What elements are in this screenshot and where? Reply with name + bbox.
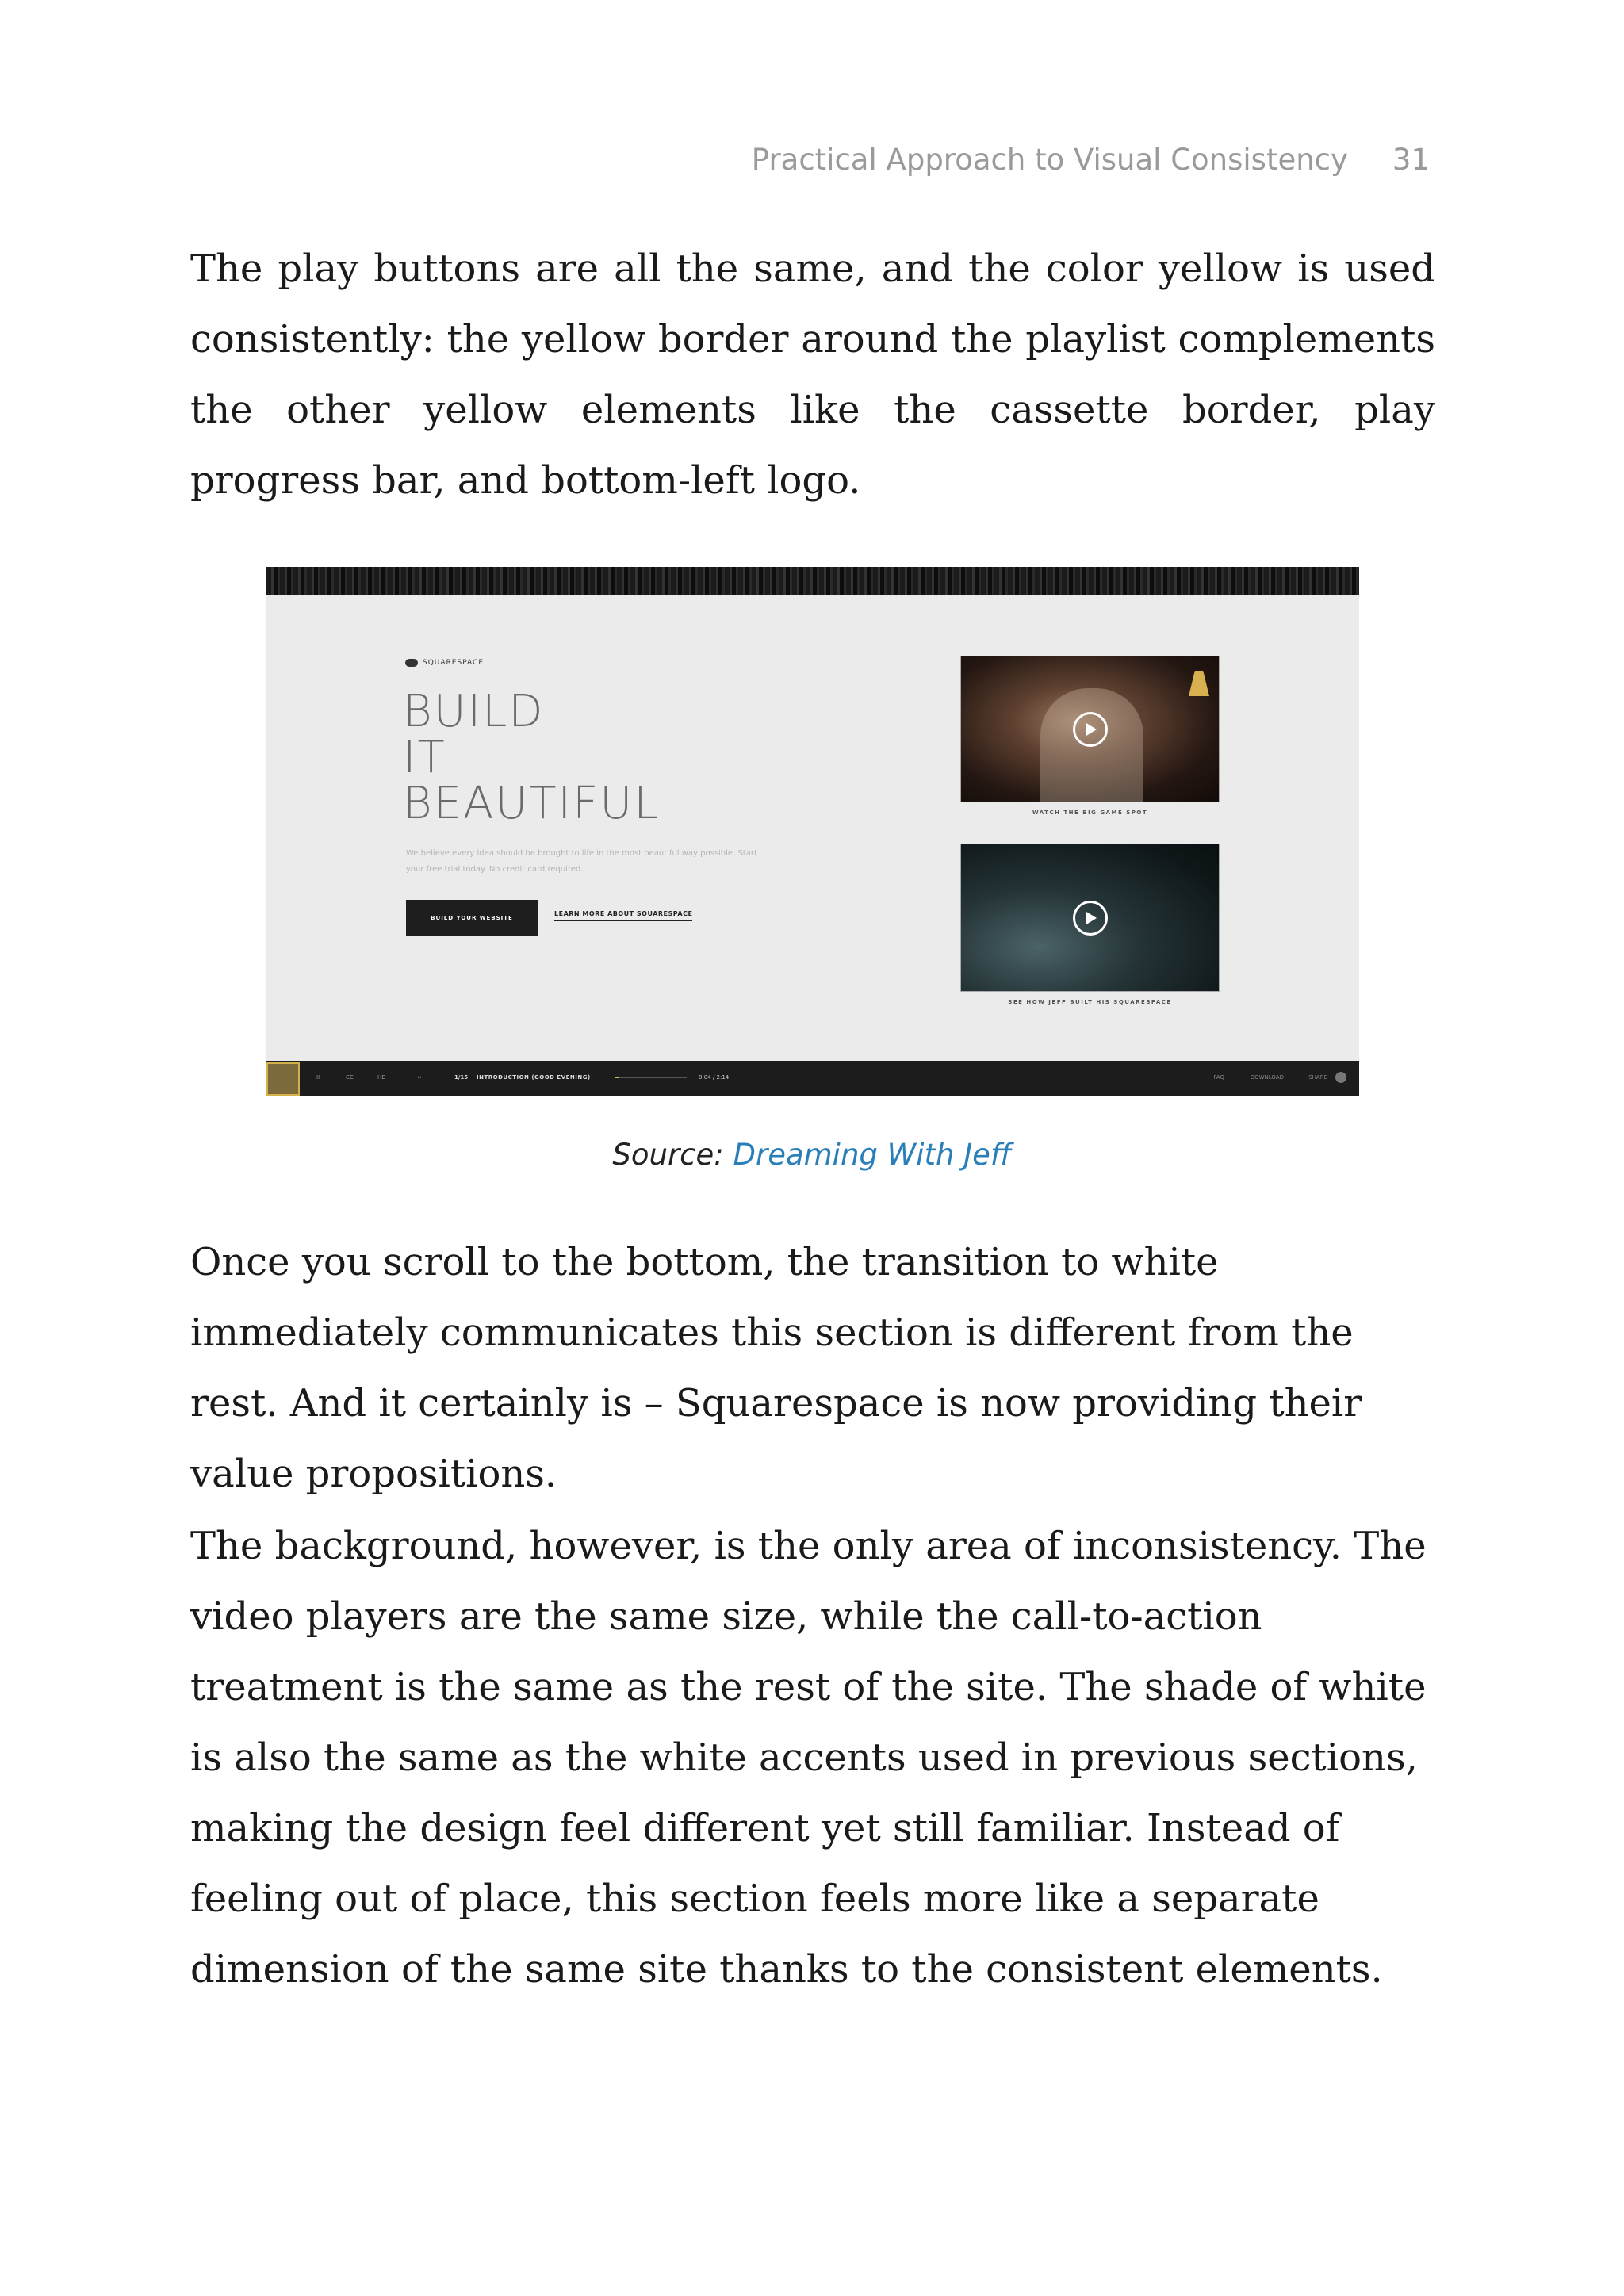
video-player-jeff-squarespace[interactable]	[960, 844, 1220, 992]
hd-button[interactable]: HD	[377, 1074, 386, 1081]
figure-screenshot	[266, 567, 1359, 1096]
headline-line-3: BEAUTIFUL	[403, 778, 661, 829]
track-title: INTRODUCTION (GOOD EVENING)	[477, 1074, 591, 1081]
video1-caption[interactable]: WATCH THE BIG GAME SPOT	[1032, 809, 1148, 816]
share-link[interactable]: SHARE	[1308, 1074, 1327, 1081]
squarespace-logo-icon	[405, 659, 418, 667]
running-header	[752, 143, 1430, 177]
video-player-big-game[interactable]	[960, 656, 1220, 802]
film-strip-top	[266, 567, 1359, 595]
paragraph-3: The background, however, is the only area of inconsistency. The video players are the same size, while the call-to-action treatment is the same as the rest of the site. The shade of white is also the same as the white accents used in previous sections, making the design feel different yet still familiar. Instead of feeling out of place, this section feels more like a separate dimension of the same site thanks to the consistent elements.	[190, 1524, 1427, 1992]
faq-link[interactable]: FAQ	[1213, 1074, 1224, 1081]
progress-bar[interactable]	[615, 1077, 687, 1078]
closed-captions-button[interactable]: CC	[346, 1074, 354, 1081]
paragraph-2: Once you scroll to the bottom, the transition to white immediately communicates this section is different from the rest. And it certainly is – Squarespace is now providing their value propositions.	[190, 1240, 1362, 1496]
squarespace-logo-text: SQUARESPACE	[423, 659, 485, 667]
page-number: 31	[1392, 143, 1430, 177]
caption-prefix: Source:	[612, 1138, 724, 1172]
headline-line-1: BUILD	[403, 686, 545, 737]
lamp-shape	[1189, 671, 1209, 696]
running-header-title: Practical Approach to Visual Consistency	[751, 143, 1348, 177]
track-time: 0:04 / 2:14	[699, 1074, 730, 1081]
video2-caption[interactable]: SEE HOW JEFF BUILT HIS SQUARESPACE	[1008, 999, 1172, 1005]
audio-player-bar	[266, 1061, 1359, 1096]
hero-tagline: We believe every idea should be brought to life in the most beautiful way possible. Start your free trial today. No credit card required.	[406, 849, 757, 874]
cassette-thumbnail[interactable]	[266, 1062, 300, 1096]
play-icon[interactable]	[1073, 712, 1108, 747]
learn-more-link[interactable]: LEARN MORE ABOUT SQUARESPACE	[554, 910, 692, 921]
figure-caption	[0, 1138, 1624, 1172]
squarespace-logo	[405, 659, 484, 667]
build-website-button[interactable]: BUILD YOUR WEBSITE	[406, 900, 538, 936]
track-number: 1/15	[454, 1074, 469, 1081]
play-icon[interactable]	[1073, 901, 1108, 936]
headline-line-2: IT	[403, 732, 446, 783]
source-link[interactable]: Dreaming With Jeff	[733, 1138, 1012, 1172]
download-link[interactable]: DOWNLOAD	[1250, 1074, 1284, 1081]
rewind-icon[interactable]: ‹‹	[417, 1074, 422, 1081]
pause-icon[interactable]: II	[316, 1074, 320, 1081]
progress-bar-fill	[615, 1077, 619, 1078]
hero-headline	[403, 686, 661, 829]
paragraph-1: The play buttons are all the same, and the color yellow is used consistently: the yellow border around the playlist complements the other yellow elements like the cassette border, play progress bar, and bottom-left logo.	[190, 247, 1435, 503]
share-icon[interactable]	[1335, 1072, 1346, 1083]
